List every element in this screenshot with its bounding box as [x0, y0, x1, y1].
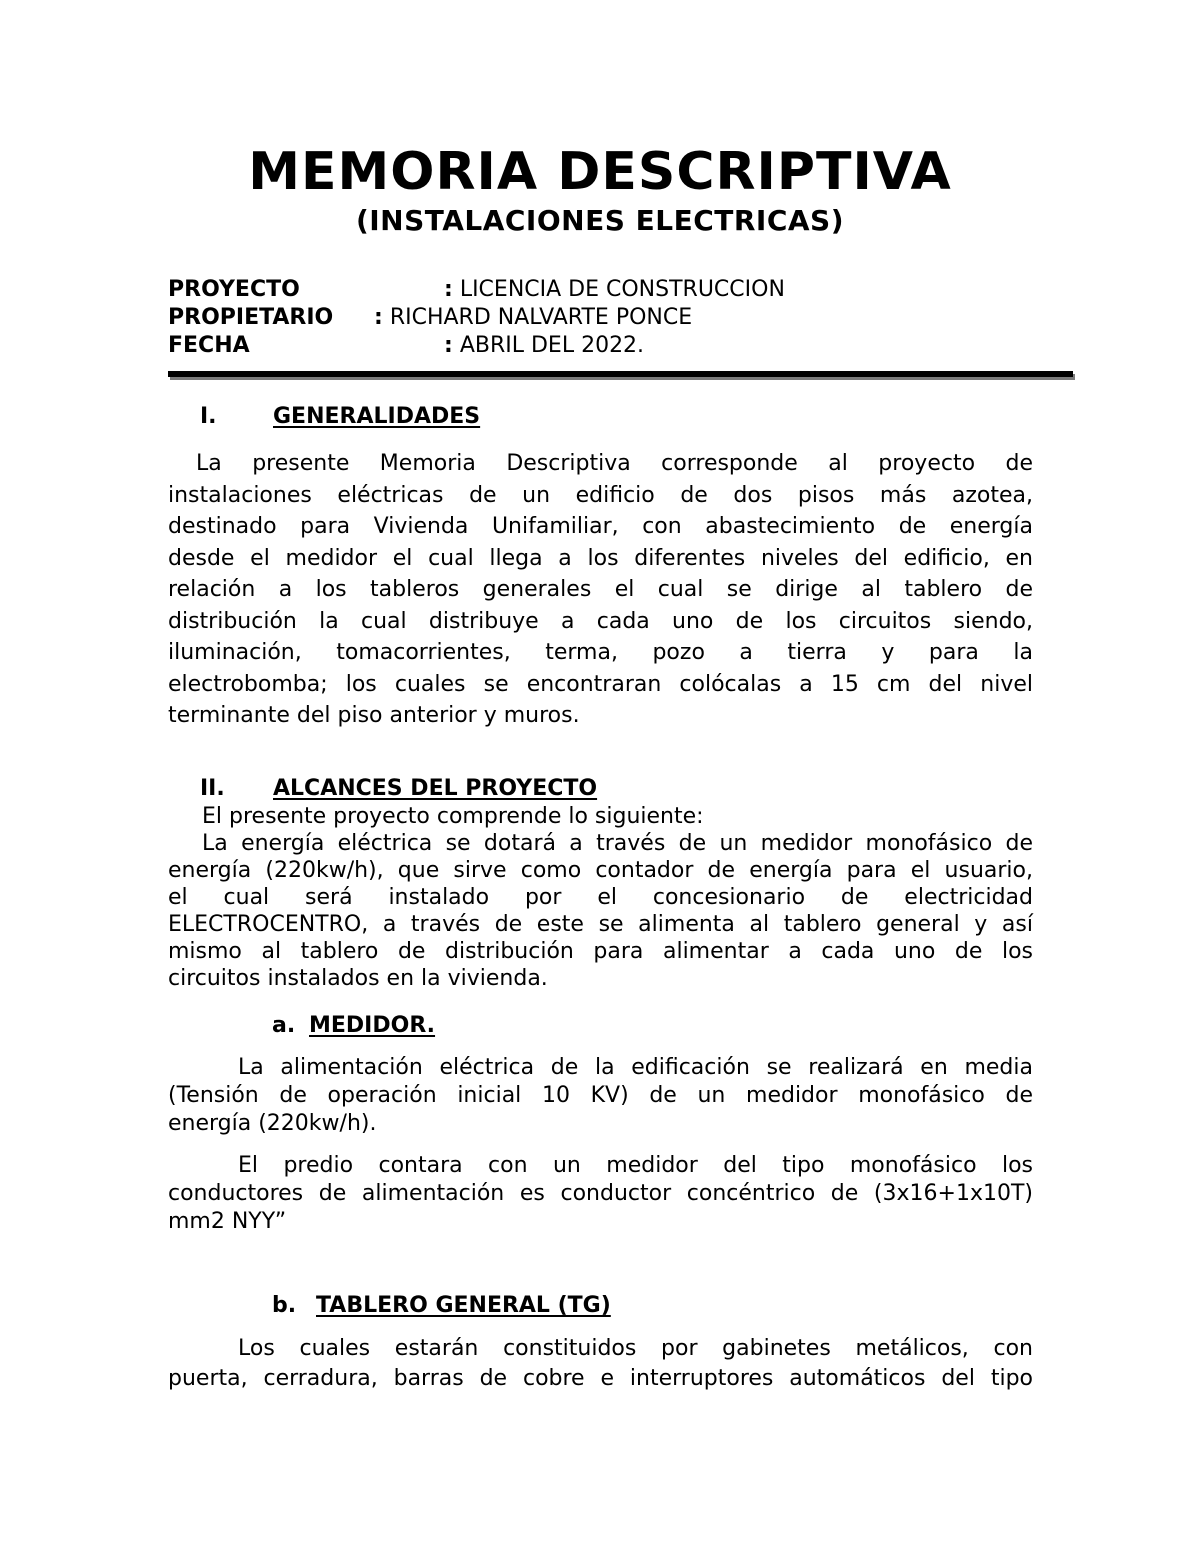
text-line: ELECTROCENTRO, a través de este se alimenta al tablero general y así [168, 912, 1033, 937]
text-line: desde el medidor el cual llega a los diferentes niveles del edificio, en [168, 545, 1033, 571]
subsection-title: TABLERO GENERAL (TG) [316, 1293, 611, 1318]
text-line: energía (220kw/h), que sirve como contador de energía para el usuario, [168, 858, 1033, 883]
header-divider [168, 371, 1073, 377]
text-line: energía (220kw/h). [168, 1111, 377, 1136]
text-line: conductores de alimentación es conductor concéntrico de (3x16+1x10T) [168, 1181, 1033, 1206]
paragraph-medidor-2 [168, 1152, 1033, 1236]
text-line: mm2 NYY” [168, 1209, 287, 1234]
meta-colon: : [374, 305, 383, 330]
text-line: el cual será instalado por el concesionario de electricidad [168, 885, 1033, 910]
section-title: GENERALIDADES [273, 404, 481, 429]
text-line: distribución la cual distribuye a cada uno de los circuitos siendo, [168, 608, 1033, 634]
section-title: ALCANCES DEL PROYECTO [273, 776, 598, 801]
text-line: iluminación, tomacorrientes, terma, pozo a tierra y para la [168, 640, 1033, 665]
meta-label: PROYECTO [168, 277, 300, 302]
document-title: MEMORIA DESCRIPTIVA [248, 142, 952, 202]
document-subtitle: (INSTALACIONES ELECTRICAS) [355, 204, 845, 237]
text-line: terminante del piso anterior y muros. [168, 703, 580, 728]
subsection-heading-medidor [272, 1012, 672, 1042]
meta-row-propietario [168, 304, 692, 332]
text-line: La energía eléctrica se dotará a través de un medidor monofásico de [202, 831, 1033, 856]
section-number: I. [200, 404, 217, 429]
text-line: La alimentación eléctrica de la edificación se realizará en media [238, 1055, 1033, 1080]
meta-label: FECHA [168, 333, 250, 358]
meta-row-fecha [168, 332, 644, 360]
paragraph-alcances [168, 803, 1033, 992]
subsection-title: MEDIDOR. [309, 1013, 436, 1038]
subsection-letter: a. [272, 1013, 296, 1038]
meta-value: LICENCIA DE CONSTRUCCION [459, 277, 785, 302]
meta-row-proyecto [168, 276, 785, 304]
text-line: El presente proyecto comprende lo siguiente: [202, 804, 704, 829]
text-line: puerta, cerradura, barras de cobre e interruptores automáticos del tipo [168, 1366, 1033, 1391]
meta-label: PROPIETARIO [168, 305, 334, 330]
subsection-heading-tablero-general [272, 1292, 772, 1322]
text-line: mismo al tablero de distribución para alimentar a cada uno de los [168, 939, 1033, 964]
paragraph-generalidades [168, 448, 1033, 732]
paragraph-tablero-general [168, 1334, 1033, 1394]
text-line: instalaciones eléctricas de un edificio de dos pisos más azotea, [168, 482, 1033, 508]
meta-colon: : [444, 333, 453, 358]
meta-value: RICHARD NALVARTE PONCE [389, 305, 693, 330]
text-line: electrobomba; los cuales se encontraran colócalas a 15 cm del nivel [168, 671, 1033, 697]
text-line: destinado para Vivienda Unifamiliar, con abastecimiento de energía [168, 514, 1033, 539]
text-line: La presente Memoria Descriptiva corresponde al proyecto de [196, 451, 1033, 476]
section-number: II. [200, 776, 225, 801]
text-line: Los cuales estarán constituidos por gabinetes metálicos, con [238, 1336, 1033, 1361]
paragraph-medidor-1 [168, 1054, 1033, 1138]
text-line: circuitos instalados en la vivienda. [168, 966, 548, 991]
meta-value: ABRIL DEL 2022. [459, 333, 645, 358]
text-line: El predio contara con un medidor del tipo monofásico los [238, 1153, 1033, 1178]
text-line: relación a los tableros generales el cual se dirige al tablero de [168, 577, 1033, 602]
subsection-letter: b. [272, 1293, 297, 1318]
meta-colon: : [444, 277, 453, 302]
section-heading-generalidades [200, 403, 600, 433]
section-heading-alcances [200, 775, 700, 805]
text-line: (Tensión de operación inicial 10 KV) de un medidor monofásico de [168, 1083, 1033, 1108]
